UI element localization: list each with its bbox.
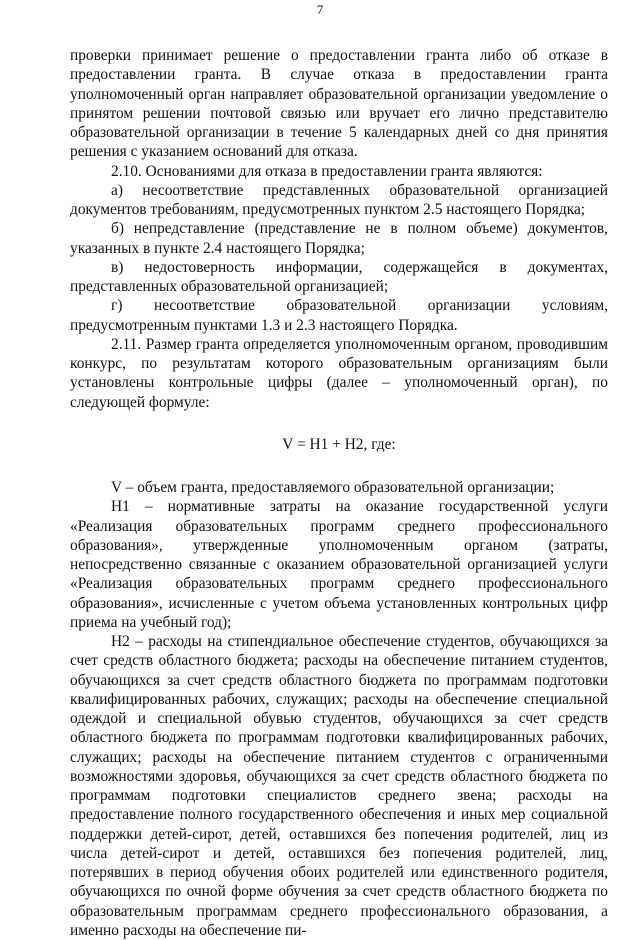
definition-h2: H2 – расходы на стипендиальное обеспечение студентов, обучающихся за счет средств областного бюджета; расходы на обеспечение питанием студентов, обучающихся за счет средств областного бюджета по программам подготовки квалифицированных рабочих, служащих; расходы на обеспечение специальной одеждой и специальной обувью студентов, обучающихся за счет средств областного бюджета по программам подготовки квалифицированных рабочих, служащих; расходы на обеспечение питанием студентов с ограниченными возможностями здоровья, обучающихся за счет средств областного бюджета по программам подготовки специалистов среднего звена; расходы на предоставление полного государственного обеспечения и иных мер социальной поддержки детей-сирот, детей, оставшихся без попечения родителей, лиц из числа детей-сирот и детей, оставшихся без попечения родителей, лиц, потерявших в период обучения обоих родителей или единственного родителя, обучающихся по очной форме обучения за счет средств областного бюджета по образовательным программам среднего профессионального образования, а именно расходы на обеспечение пи- (70, 633, 608, 939)
paragraph-item-b: б) непредставление (представление не в полном объеме) документов, указанных в пункте 2.4 настоящего Порядка; (70, 220, 608, 257)
grant-formula: V = H1 + H2, где: (282, 435, 396, 453)
paragraph-item-a: а) несоответствие представленных образовательной организацией документов требованиям, предусмотренных пунктом 2.5 настоящего Порядка; (70, 181, 608, 218)
paragraph-item-v: в) недостоверность информации, содержащейся в документах, представленных образовательной организацией; (70, 258, 608, 295)
document-body (70, 46, 608, 940)
definition-v: V – объем гранта, предоставляемого образовательной организации; (111, 479, 555, 496)
page-number: 7 (316, 2, 324, 17)
paragraph-continuation: проверки принимает решение о предоставлении гранта либо об отказе в предоставлении гранта. В случае отказа в предоставлении гранта уполномоченный орган направляет образовательной организации уведомление о принятом решении почтовой связью или вручает его лично представителю образовательной организации в течение 5 календарных дней со дня принятия решения с указанием оснований для отказа. (70, 47, 608, 161)
paragraph-2-10-heading: 2.10. Основаниями для отказа в предоставлении гранта являются: (111, 162, 543, 180)
paragraph-2-11: 2.11. Размер гранта определяется уполномоченным органом, проводившим конкурс, по результатам которого образовательным организациям были установлены контрольные цифры (далее – уполномоченный орган), по следующей формуле: (70, 335, 608, 411)
paragraph-item-g: г) несоответствие образовательной организации условиям, предусмотренным пунктами 1.3 и 2.3 настоящего Порядка. (70, 297, 608, 334)
definition-h1: H1 – нормативные затраты на оказание государственной услуги «Реализация образовательных программ среднего профессионального образования», утвержденные уполномоченным органом (затраты, непосредственно связанные с оказанием образовательной организацией услуги «Реализация образовательных программ среднего профессионального образования», исчисленные с учетом объема установленных контрольных цифр приема на учебный год); (70, 498, 608, 631)
